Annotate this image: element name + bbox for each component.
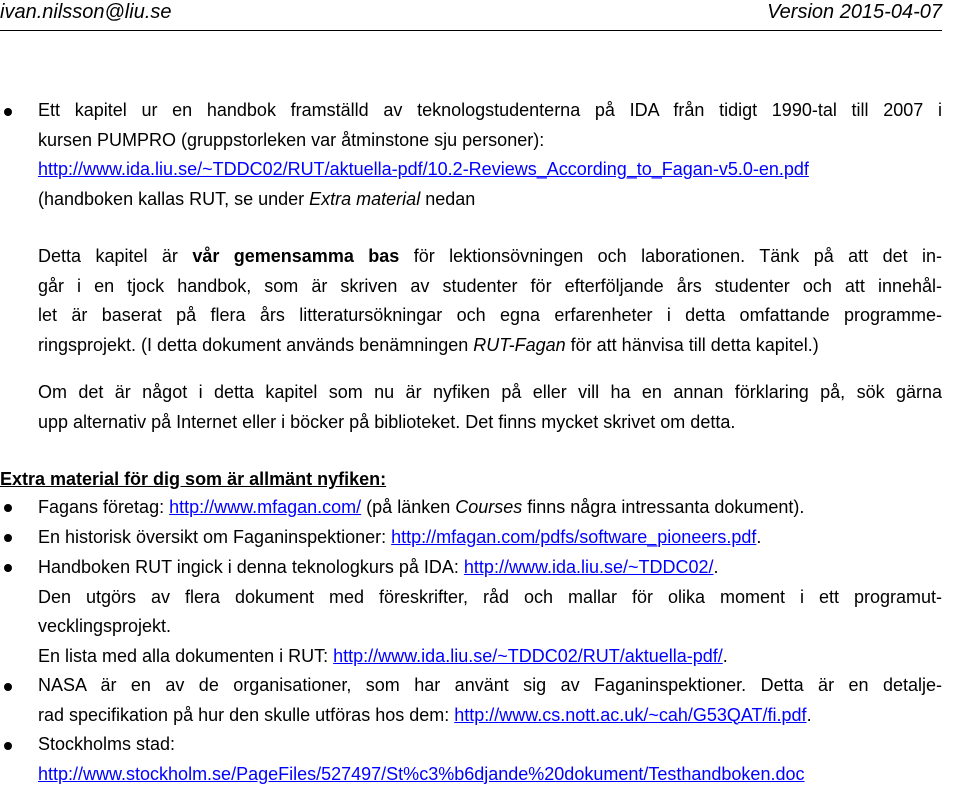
bullet-icon xyxy=(4,108,12,116)
intro-line-2: kursen PUMPRO (gruppstorleken var åtminstone sju personer): xyxy=(38,129,545,150)
intro-item xyxy=(38,96,942,214)
paragraph-search-line-2: upp alternativ på Internet eller i böcker på biblioteket. Det finns mycket skrivet om detta. xyxy=(38,411,736,432)
extra-item-fagan: Fagans företag: http://www.mfagan.com/ (på länken Courses finns några intressanta dokument). xyxy=(38,497,805,517)
intro-line-1: Ett kapitel ur en handbok framställd av teknologstudenterna på IDA från tidigt 1990-tal till 2007 i xyxy=(38,100,942,120)
extra-item-stockholm: Stockholms stad: http://www.stockholm.se/PageFiles/527497/St%c3%b6djande%20dokument/Testhandboken.doc xyxy=(38,734,805,784)
page-header xyxy=(0,0,942,31)
header-email: ivan.nilsson@liu.se xyxy=(0,1,172,23)
stockholm-testhandbok-link[interactable]: http://www.stockholm.se/PageFiles/527497/St%c3%b6djande%20dokument/Testhandboken.doc xyxy=(38,763,805,784)
paragraph-base-line-1: Detta kapitel är vår gemensamma bas för lektionsövningen och laborationen. Tänk på att det in- xyxy=(38,246,943,266)
rut-fagan-link[interactable]: http://www.ida.liu.se/~TDDC02/RUT/aktuella-pdf/10.2-Reviews_According_to_Fagan-v5.0-en.pdf xyxy=(38,159,809,179)
rut-list-link[interactable]: http://www.ida.liu.se/~TDDC02/RUT/aktuella-pdf/ xyxy=(333,645,723,666)
extra-item-nasa: NASA är en av de organisationer, som har använt sig av Faganinspektioner. Detta är en detalje- rad specifikation på hur den skulle utföras hos dem: http://www.cs.nott.ac.uk/~cah/G53QAT/fi.pdf. xyxy=(38,675,942,725)
bullet-icon xyxy=(4,564,12,572)
paragraph-search xyxy=(38,378,942,437)
bullet-icon xyxy=(4,504,12,512)
software-pioneers-link[interactable]: http://mfagan.com/pdfs/software_pioneers.pdf xyxy=(391,527,757,547)
tddc02-link[interactable]: http://www.ida.liu.se/~TDDC02/ xyxy=(463,557,714,577)
paragraph-base xyxy=(38,242,942,360)
intro-note: (handboken kallas RUT, se under Extra material nedan xyxy=(38,188,476,209)
extra-item-history: En historisk översikt om Faganinspektioner: http://mfagan.com/pdfs/software_pioneers.pdf. xyxy=(38,527,762,547)
nasa-spec-link[interactable]: http://www.cs.nott.ac.uk/~cah/G53QAT/fi.pdf xyxy=(454,704,807,725)
extra-material-heading: Extra material för dig som är allmänt nyfiken: xyxy=(0,469,387,489)
paragraph-base-line-2: går i en tjock handbok, som är skriven av studenter för efterföljande års studenter och att innehål- xyxy=(38,275,942,296)
mfagan-link[interactable]: http://www.mfagan.com/ xyxy=(169,497,362,517)
bullet-icon xyxy=(4,683,12,691)
paragraph-base-line-3: let är baserat på flera års litteratursökningar och egna erfarenheter i detta omfattande programme- xyxy=(38,305,942,325)
header-version: Version 2015-04-07 xyxy=(767,1,942,23)
bullet-icon xyxy=(4,742,12,750)
paragraph-base-line-4: ringsprojekt. (I detta dokument används benämningen RUT-Fagan för att hänvisa till detta kapitel.) xyxy=(38,334,819,355)
paragraph-search-line-1: Om det är något i detta kapitel som nu är nyfiken på eller vill ha en annan förklaring på, sök gärna xyxy=(38,382,942,402)
extra-item-rut: Handboken RUT ingick i denna teknologkurs på IDA: http://www.ida.liu.se/~TDDC02/. Den utgörs av flera dokument med föreskrifter, råd och mallar för olika moment i ett programut- vecklingsprojekt. En lista med alla dokumenten i RUT: http://www.ida.liu.se/~TDDC02/RUT/aktuella-pdf/. xyxy=(38,557,942,666)
bullet-icon xyxy=(4,534,12,542)
